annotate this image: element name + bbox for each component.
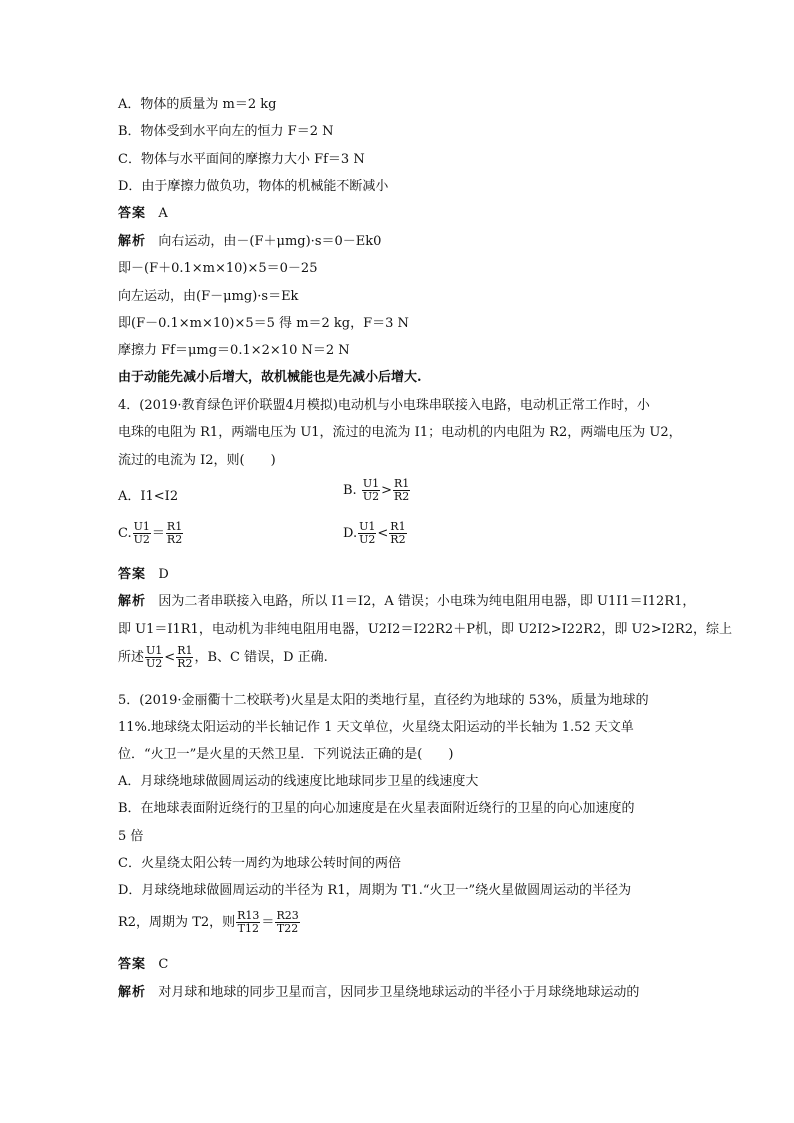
q3-solution-line-4: 即(F－0.1×m×10)×5＝5 得 m＝2 kg，F＝3 N xyxy=(118,316,409,331)
operator: ＝ xyxy=(261,915,275,930)
solution-label: 解析 xyxy=(118,985,147,1000)
fraction xyxy=(236,910,260,935)
q5-option-c: C．火星绕太阳公转一周约为地球公转时间的两倍 xyxy=(118,856,401,871)
denominator: T22 xyxy=(276,922,299,935)
solution-text: 向右运动，由－(F＋μmg)·s＝0－Ek0 xyxy=(158,234,382,249)
q5-solution-line-1 xyxy=(118,984,639,1002)
fraction xyxy=(145,645,163,670)
q5-stem-line-1: 5．(2019·金丽衢十二校联考)火星是太阳的类地行星，直径约为地球的 53%，质量为地球的 xyxy=(118,693,649,708)
q5-option-a: A．月球绕地球做圆周运动的线速度比地球同步卫星的线速度大 xyxy=(118,774,479,789)
option-letter: B. xyxy=(343,483,357,498)
numerator: R1 xyxy=(166,520,183,533)
denominator: U2 xyxy=(359,533,376,546)
denominator: U2 xyxy=(362,490,380,503)
operator: ＝ xyxy=(151,526,165,541)
numerator: R23 xyxy=(276,909,299,922)
numerator: R1 xyxy=(177,644,193,657)
solution-text: 所述 xyxy=(118,650,145,665)
answer-value: C xyxy=(158,957,169,972)
denominator: U2 xyxy=(146,657,163,670)
option-letter: C. xyxy=(118,526,132,541)
answer-label: 答案 xyxy=(118,206,147,221)
q3-option-b: B．物体受到水平向左的恒力 F＝2 N xyxy=(118,124,334,139)
operator: < xyxy=(377,526,389,541)
numerator: U1 xyxy=(133,520,150,533)
q4-stem-line-3: 流过的电流为 I2，则( ) xyxy=(118,453,276,468)
q5-option-d-line-2 xyxy=(118,910,301,935)
q4-solution-line-1 xyxy=(118,593,695,611)
fraction xyxy=(389,521,406,546)
numerator: U1 xyxy=(359,520,376,533)
q3-answer xyxy=(118,205,168,223)
q4-option-b xyxy=(343,478,411,503)
option-text: R2，周期为 T2，则 xyxy=(118,915,236,930)
q5-answer xyxy=(118,956,168,974)
solution-text: 对月球和地球的同步卫星而言，因同步卫星绕地球运动的半径小于月球绕地球运动的 xyxy=(158,985,640,1000)
denominator: R2 xyxy=(390,533,406,546)
q4-solution-line-3 xyxy=(118,645,328,670)
q4-option-a: A．I1<I2 xyxy=(118,489,179,504)
fraction xyxy=(133,521,151,546)
fraction xyxy=(176,645,193,670)
numerator: R1 xyxy=(390,520,406,533)
numerator: U1 xyxy=(146,644,163,657)
denominator: R2 xyxy=(177,657,193,670)
denominator: R2 xyxy=(166,533,183,546)
numerator: U1 xyxy=(362,477,380,490)
q3-option-c: C．物体与水平面间的摩擦力大小 Ff＝3 N xyxy=(118,152,365,167)
fraction xyxy=(393,478,410,503)
denominator: U2 xyxy=(133,533,150,546)
q3-solution-line-6: 由于动能先减小后增大，故机械能也是先减小后增大. xyxy=(118,370,422,385)
solution-text: ，B、C 错误，D 正确. xyxy=(194,650,328,665)
q4-answer xyxy=(118,566,169,584)
q3-option-a: A．物体的质量为 m＝2 kg xyxy=(118,97,277,112)
q5-option-b-line-2: 5 倍 xyxy=(118,829,144,844)
numerator: R13 xyxy=(237,909,260,922)
q3-solution-line-2: 即－(F＋0.1×m×10)×5＝0－25 xyxy=(118,261,318,276)
answer-label: 答案 xyxy=(118,957,147,972)
solution-label: 解析 xyxy=(118,234,147,249)
answer-value: A xyxy=(158,206,168,221)
fraction xyxy=(275,910,299,935)
q5-option-d-line-1: D．月球绕地球做圆周运动的半径为 R1，周期为 T1.“火卫一”绕火星做圆周运动的半径为 xyxy=(118,883,632,898)
fraction xyxy=(362,478,380,503)
q3-solution-line-5: 摩擦力 Ff＝μmg＝0.1×2×10 N＝2 N xyxy=(118,343,350,358)
q3-option-d: D．由于摩擦力做负功，物体的机械能不断减小 xyxy=(118,179,389,194)
fraction xyxy=(166,521,183,546)
q3-solution-line-3: 向左运动，由(F－μmg)·s＝Ek xyxy=(118,289,299,304)
answer-value: D xyxy=(158,567,169,582)
q4-stem-line-1: 4．(2019·教育绿色评价联盟4月模拟)电动机与小电珠串联接入电路，电动机正常工作时，小 xyxy=(118,398,650,413)
solution-label: 解析 xyxy=(118,594,147,609)
q4-option-d xyxy=(343,521,408,546)
answer-label: 答案 xyxy=(118,567,147,582)
q5-option-b-line-1: B．在地球表面附近绕行的卫星的向心加速度是在火星表面附近绕行的卫星的向心加速度的 xyxy=(118,801,635,816)
q4-solution-line-2: 即 U1＝I1R1，电动机为非纯电阻用电器，U2I2＝I22R2＋P机，即 U2I2>I22R2，即 U2>I2R2，综上 xyxy=(118,622,733,637)
denominator: R2 xyxy=(394,490,410,503)
operator: < xyxy=(164,650,176,665)
fraction xyxy=(358,521,376,546)
denominator: T12 xyxy=(237,922,259,935)
operator: > xyxy=(381,483,393,498)
q3-solution-line-1 xyxy=(118,233,381,251)
option-letter: D. xyxy=(343,526,358,541)
q5-stem-line-2: 11%.地球绕太阳运动的半长轴记作 1 天文单位，火星绕太阳运动的半长轴为 1.52 天文单 xyxy=(118,720,634,735)
solution-text: 因为二者串联接入电路，所以 I1＝I2，A 错误；小电珠为纯电阻用电器，即 U1I1＝I12R1， xyxy=(158,594,696,609)
q5-stem-line-3: 位．“火卫一”是火星的天然卫星．下列说法正确的是( ) xyxy=(118,747,454,762)
numerator: R1 xyxy=(394,477,410,490)
q4-option-c xyxy=(118,521,184,546)
q4-stem-line-2: 电珠的电阻为 R1，两端电压为 U1，流过的电流为 I1；电动机的内电阻为 R2，两端电压为 U2， xyxy=(118,425,682,440)
